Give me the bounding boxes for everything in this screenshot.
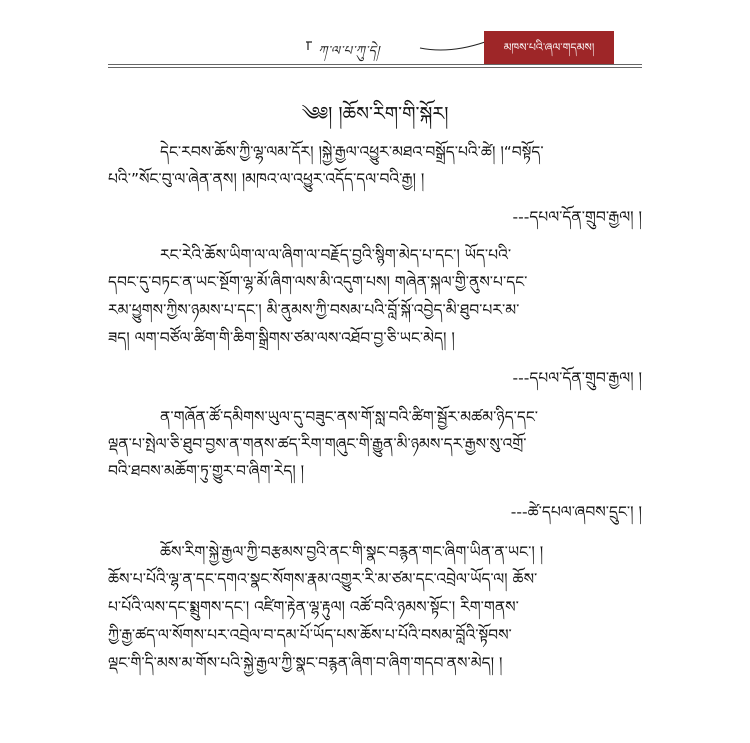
paragraph-line: བའི་ཐབས་མཆོག་ཏུ་གྱུར་བ་ཞིག་རེད། ། (108, 462, 305, 480)
paragraph-line: རང་རེའི་ཆོས་ཡིག་ལ་ལ་ཞིག་ལ་བརྗོད་བྱའི་སྙིག་མེད་པ་དང་། ཡོད་པའི་ (160, 246, 512, 264)
paragraph-line: པའི་”སོང་བུ་ལ་ཞེན་ནས། །མཁའ་ལ་འཕྱུར་འདོད་དལ་བའི་རྒྱ། ། (108, 170, 425, 188)
paragraph-line: ཆོས་རིག་སྐྱེ་རྒྱལ་ཀྱི་བརྩམས་བྱའི་ནང་གི་སྣང་བརྙན་གང་ཞིག་ཡིན་ན་ཡང་། ། (160, 543, 544, 561)
signature: ---ཚེ་དཔལ་ཞབས་དྲུང་། ། (510, 503, 642, 521)
paragraph-line: ན་གཞོན་ཚོ་དམིགས་ཡུལ་དུ་བཟུང་ནས་གོ་སླ་བའི་ཚིག་སྦྱོར་མཚམ་ཉིད་དང་ (160, 408, 539, 426)
paragraph-line: ལྡན་པ་སྤེལ་ཅི་ཐུབ་བྱས་ན་གནས་ཚད་རིག་གཞུང་གི་རྒྱུན་མི་ཉམས་དར་རྒྱས་སུ་འགྲོ་ (108, 435, 527, 453)
paragraph-line: དབང་དུ་བཏང་ན་ཡང་སྔོག་ལྷ་མོ་ཞིག་ལས་མི་འདུག་པས། གཞེན་སྐལ་གྱི་ནུས་པ་དང་ (108, 273, 528, 291)
paragraph-line: དེང་རབས་ཆོས་ཀྱི་ལྷ་ལམ་དོར། །སྐྱེ་རྒྱལ་འཕྱུར་མཐའ་བསྒྲོད་པའི་ཚེ། །“བསྟོད་ (160, 143, 544, 161)
paragraph-line: ཆོས་པ་པོའི་ལྷ་ན་དང་དགའ་སྣང་སོགས་རྣམ་འགྱུར་རི་མ་ཙམ་དང་འབྲེལ་ཡོད་ལ། ཆོས་ (108, 570, 538, 588)
calligraphy-title: ཀ་ལ་པ་ཀུ་དེ། (318, 44, 380, 59)
paragraph-line: རམ་ཕྱུགས་ཀྱིས་ཉམས་པ་དང་། མི་ནུམས་ཀྱི་བསམ་པའི་བློ་སྐོ་འབྱེད་མི་ཐུབ་པར་མ་ (108, 301, 520, 319)
paragraph-line: པ་པོའི་ལས་དང་སྨྲུགས་དང་། འཛིག་རྟེན་ལྷ་རྟུལ། འཚོ་བའི་ཉམས་སྟོང་། རིག་གནས་ (108, 598, 519, 616)
signature: ---དཔལ་དོན་གྲུབ་རྒྱལ། ། (512, 208, 642, 226)
journal-name-badge: མཁས་པའི་ཞལ་གདམས། (484, 31, 614, 64)
signature: ---དཔལ་དོན་གྲུབ་རྒྱལ། ། (512, 369, 642, 387)
article-title: ༄༅། །ཆོས་རིག་གི་སྐོར། (301, 103, 449, 125)
paragraph-line: ཀྱི་རྒྱ་ཚད་ལ་སོགས་པར་འབྲེལ་བ་དམ་པོ་ཡོད་པས་ཆོས་པ་པོའི་བསམ་བློའི་སྟོབས་ (108, 626, 512, 644)
paragraph-line: ཟད། ལག་བཙོལ་ཚིག་གི་ཆིག་སྒྲིགས་ཙམ་ལས་འཐོབ་བྱ་ཅི་ཡང་མེད། ། (108, 329, 455, 347)
paragraph-line: ལྡང་གི་དི་མས་མ་གོས་པའི་སྐྱེ་རྒྱལ་ཀྱི་སྣང་བརྙན་ཞིག་བ་ཞིག་གདབ་ནས་མེད། ། (108, 654, 503, 672)
